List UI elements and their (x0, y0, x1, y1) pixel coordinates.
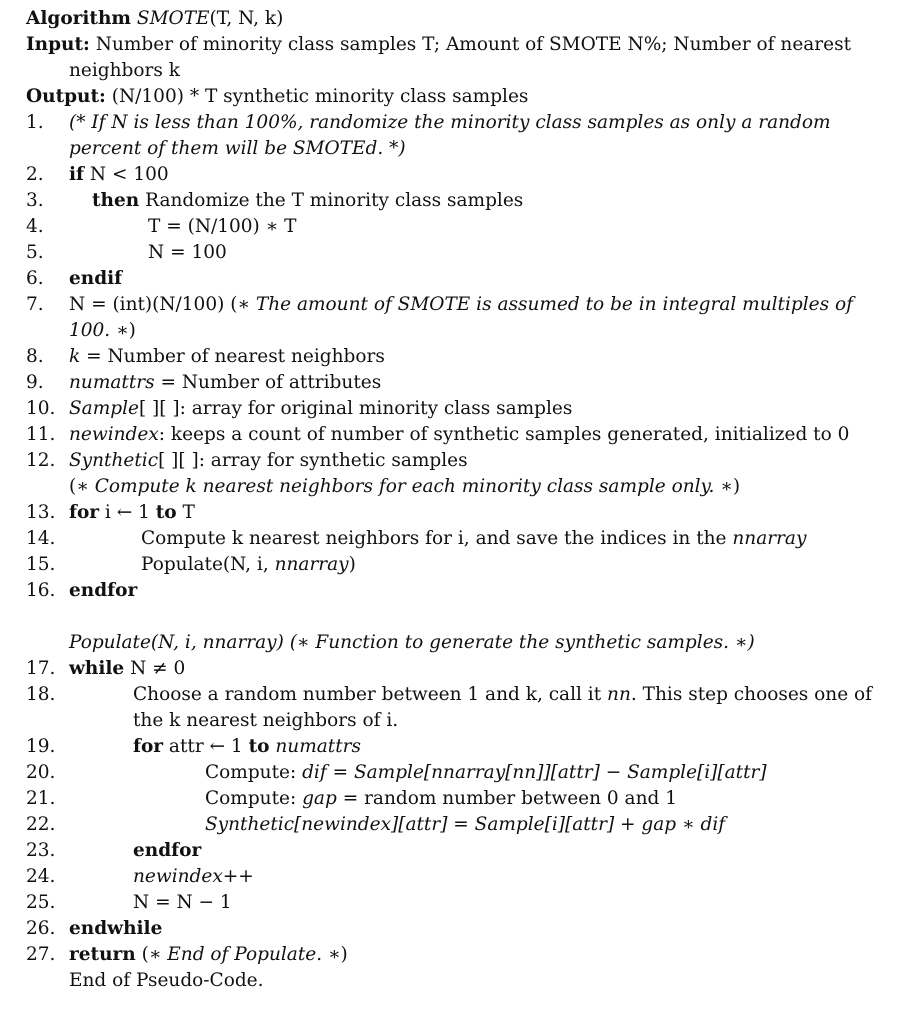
code-line (0, 162, 905, 188)
text-fragment: N < 100 (84, 164, 169, 185)
code-line (0, 188, 905, 214)
line-text (69, 110, 831, 136)
text-fragment: The amount of SMOTE is assumed to be in integral multiples of (255, 294, 853, 315)
line-text (205, 786, 677, 812)
keyword: endfor (133, 840, 202, 861)
text-fragment: percent of them will be SMOTEd. *) (69, 138, 406, 159)
keyword: endfor (69, 580, 138, 601)
algorithm-args: (T, N, k) (209, 8, 284, 29)
line-number: 16. (26, 580, 56, 601)
text-fragment: N ≠ 0 (124, 658, 186, 679)
code-line (0, 240, 905, 266)
keyword: to (155, 502, 177, 523)
line-number: 14. (26, 528, 56, 549)
output-text: (N/100) * T synthetic minority class samples (111, 86, 529, 107)
code-line (0, 786, 905, 812)
text-fragment: ∗) (322, 944, 348, 965)
code-line (0, 136, 905, 162)
text-fragment: Choose a random number between 1 and k, call it (133, 684, 608, 705)
input-line (0, 32, 905, 58)
text-fragment: Synthetic (69, 450, 159, 471)
text-fragment: Compute: (205, 762, 303, 783)
text-fragment: Populate(N, i, nnarray) (∗ Function to generate the synthetic samples. ∗) (69, 632, 755, 653)
text-fragment: numattrs (269, 736, 361, 757)
line-text (148, 214, 296, 240)
text-fragment: N = 100 (148, 242, 227, 263)
line-number: 25. (26, 892, 56, 913)
line-number: 9. (26, 372, 44, 393)
text-fragment: gap (302, 788, 337, 809)
code-line (0, 916, 905, 942)
text-fragment: = (326, 762, 354, 783)
text-fragment: (∗ (69, 476, 95, 497)
line-text (69, 396, 572, 422)
text-fragment: i ← 1 (99, 502, 156, 523)
keyword: for (133, 736, 164, 757)
text-fragment: Sample (69, 398, 139, 419)
line-text (69, 656, 185, 682)
line-text (92, 188, 523, 214)
code-line (0, 942, 905, 968)
line-number: 11. (26, 424, 56, 445)
text-fragment: Randomize the T minority class samples (139, 190, 524, 211)
code-line (0, 890, 905, 916)
line-text (69, 448, 468, 474)
code-line (0, 734, 905, 760)
code-line (0, 500, 905, 526)
text-fragment: nnarray (732, 528, 807, 549)
code-line (0, 552, 905, 578)
code-line (0, 812, 905, 838)
text-fragment: Compute: (205, 788, 303, 809)
algorithm-header (0, 6, 905, 32)
code-line (0, 864, 905, 890)
line-number: 26. (26, 918, 56, 939)
text-fragment: T = (N/100) ∗ T (148, 216, 297, 237)
text-fragment: N = N − 1 (133, 892, 232, 913)
text-fragment: = Number of nearest neighbors (80, 346, 385, 367)
line-text (69, 500, 195, 526)
line-text (69, 916, 162, 942)
code-line (0, 110, 905, 136)
line-number: 17. (26, 658, 56, 679)
line-text (141, 526, 806, 552)
text-fragment: Compute k nearest neighbors for i, and save the indices in the (141, 528, 733, 549)
code-line (0, 656, 905, 682)
line-text (69, 370, 381, 396)
line-number: 22. (26, 814, 56, 835)
text-fragment: (∗ (135, 944, 168, 965)
code-line (0, 396, 905, 422)
keyword: to (248, 736, 270, 757)
text-fragment: : keeps a count of number of synthetic samples generated, initialized to 0 (158, 424, 850, 445)
text-fragment: numattrs (69, 372, 155, 393)
line-text (69, 162, 169, 188)
text-fragment: the k nearest neighbors of i. (133, 710, 399, 731)
line-text (69, 318, 136, 344)
input-text-2: neighbors k (69, 60, 180, 81)
line-number: 18. (26, 684, 56, 705)
line-number: 4. (26, 216, 44, 237)
text-fragment: dif (302, 762, 327, 783)
line-number: 24. (26, 866, 56, 887)
text-fragment: Sample[nnarray[nn]][attr] − Sample[i][attr] (353, 762, 767, 783)
line-text (133, 864, 254, 890)
text-fragment: ) (348, 554, 356, 575)
line-text (141, 552, 356, 578)
line-number: 10. (26, 398, 56, 419)
text-fragment: End of Pseudo-Code. (69, 970, 264, 991)
text-fragment: = Number of attributes (154, 372, 382, 393)
text-fragment: newindex (69, 424, 159, 445)
line-number: 27. (26, 944, 56, 965)
code-line (0, 266, 905, 292)
text-fragment: [ ][ ]: array for original minority class samples (138, 398, 573, 419)
line-number: 12. (26, 450, 56, 471)
algorithm-name: SMOTE (136, 8, 210, 29)
line-number: 6. (26, 268, 44, 289)
text-fragment: Synthetic[newindex][attr] = Sample[i][attr] + gap ∗ dif (205, 814, 726, 835)
keyword: if (69, 164, 84, 185)
line-text (69, 578, 137, 604)
code-line (0, 214, 905, 240)
line-number: 13. (26, 502, 56, 523)
keyword: endif (69, 268, 123, 289)
line-text (69, 630, 755, 656)
line-number: 2. (26, 164, 44, 185)
line-number: 8. (26, 346, 44, 367)
output-label: Output: (26, 86, 106, 107)
line-text (69, 136, 406, 162)
line-number: 23. (26, 840, 56, 861)
input-text: Number of minority class samples T; Amount of SMOTE N%; Number of nearest (95, 34, 852, 55)
keyword: endwhile (69, 918, 163, 939)
line-text (69, 344, 385, 370)
keyword: then (92, 190, 140, 211)
line-text (69, 422, 849, 448)
line-text (69, 292, 853, 318)
code-line (0, 708, 905, 734)
text-fragment: Populate(N, i, (141, 554, 275, 575)
text-fragment: 100. (69, 320, 117, 341)
line-number: 7. (26, 294, 44, 315)
code-line (0, 526, 905, 552)
line-text (133, 734, 361, 760)
text-fragment: = random number between 0 and 1 (336, 788, 677, 809)
input-line-continued (0, 58, 905, 84)
keyword: for (69, 502, 100, 523)
text-fragment: ∗) (714, 476, 741, 497)
text-fragment: k (69, 346, 81, 367)
code-line (0, 448, 905, 474)
line-text (133, 708, 398, 734)
line-text (133, 682, 872, 708)
line-number: 20. (26, 762, 56, 783)
text-fragment: End of Populate. (167, 944, 323, 965)
line-text (148, 240, 227, 266)
line-number: 15. (26, 554, 56, 575)
line-text (69, 942, 348, 968)
code-line (0, 838, 905, 864)
line-text (69, 968, 264, 994)
text-fragment: nn (607, 684, 631, 705)
line-text (205, 812, 725, 838)
text-fragment: (* If N is less than 100%, randomize the minority class samples as only a random (69, 112, 831, 133)
code-line (0, 474, 905, 500)
text-fragment: attr ← 1 (163, 736, 249, 757)
line-number: 5. (26, 242, 44, 263)
line-text (69, 266, 122, 292)
code-line (0, 318, 905, 344)
algorithm-keyword: Algorithm (26, 8, 132, 29)
line-number: 1. (26, 112, 44, 133)
line-number: 19. (26, 736, 56, 757)
text-fragment: N = (int)(N/100) (∗ (69, 294, 256, 315)
line-number: 3. (26, 190, 44, 211)
keyword: while (69, 658, 125, 679)
code-line (0, 682, 905, 708)
code-line (0, 968, 905, 994)
keyword: return (69, 944, 136, 965)
line-text (133, 838, 201, 864)
line-text (69, 474, 740, 500)
text-fragment: Compute k nearest neighbors for each minority class sample only. (94, 476, 715, 497)
code-line (0, 292, 905, 318)
code-line (0, 578, 905, 604)
input-label: Input: (26, 34, 90, 55)
code-line (0, 344, 905, 370)
code-line (0, 760, 905, 786)
text-fragment: . This step chooses one of (630, 684, 873, 705)
text-fragment: nnarray (274, 554, 349, 575)
output-line (0, 84, 905, 110)
text-fragment: newindex++ (133, 866, 254, 887)
code-line (0, 422, 905, 448)
code-line (0, 370, 905, 396)
text-fragment: T (176, 502, 195, 523)
text-fragment: [ ][ ]: array for synthetic samples (158, 450, 468, 471)
line-text (133, 890, 232, 916)
text-fragment: ∗) (116, 320, 136, 341)
line-number: 21. (26, 788, 56, 809)
line-text (205, 760, 767, 786)
code-line (0, 630, 905, 656)
